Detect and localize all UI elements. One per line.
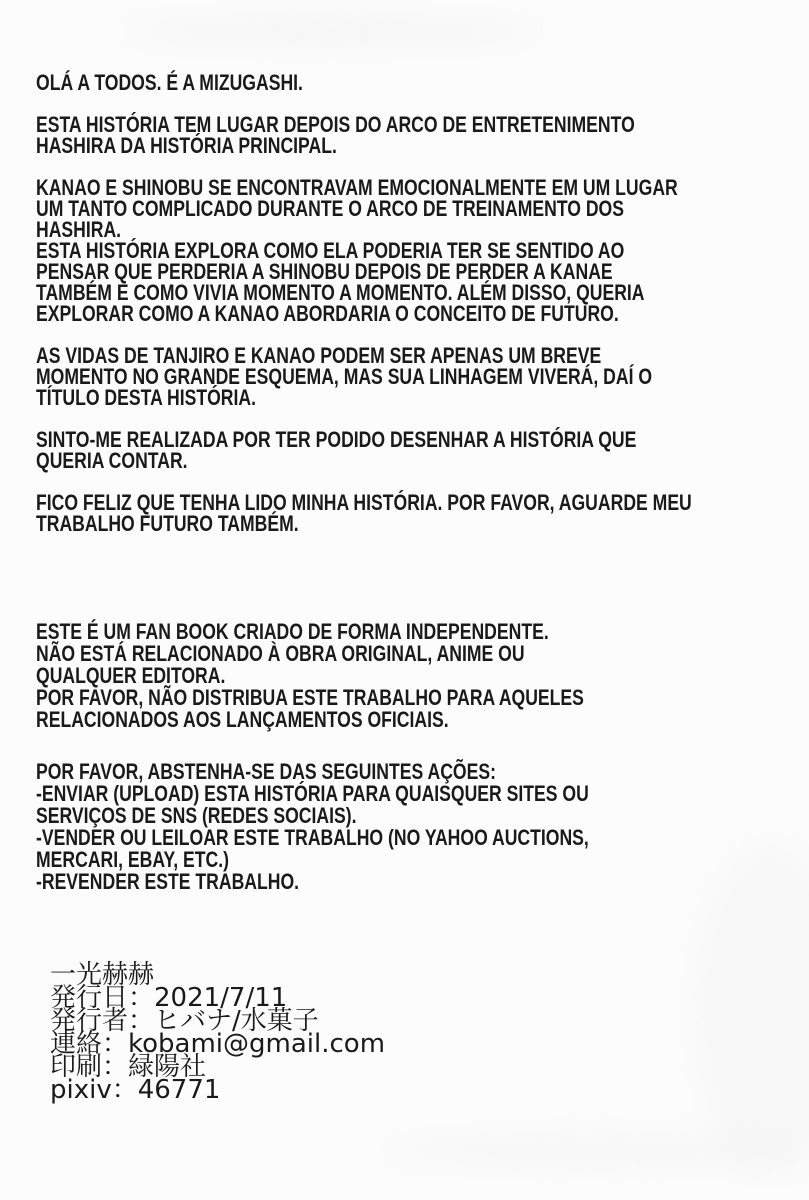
paragraph-greeting: [36, 72, 692, 93]
disclaimer-line: RELACIONADOS AOS LANÇAMENTOS OFICIAIS.: [36, 707, 449, 732]
afterword-line: FICO FELIZ QUE TENHA LIDO MINHA HISTÓRIA. POR FAVOR, AGUARDE MEU: [36, 490, 692, 515]
scan-artifact: [690, 840, 809, 1180]
request-line: -VENDER OU LEILOAR ESTE TRABALHO (NO YAHOO AUCTIONS,: [36, 825, 589, 850]
request-line: SERVIÇOS DE SNS (REDES SOCIAIS).: [36, 803, 357, 828]
afterword-line: TAMBÉM E COMO VIVIA MOMENTO A MOMENTO. ALÉM DISSO, QUERIA: [36, 280, 645, 305]
paragraph-thanks: [36, 492, 692, 534]
disclaimer-line: ESTE É UM FAN BOOK CRIADO DE FORMA INDEPENDENTE.: [36, 619, 549, 644]
scan-artifact: [120, 14, 540, 48]
disclaimer-text: [36, 621, 589, 893]
afterword-line: PENSAR QUE PERDERIA A SHINOBU DEPOIS DE PERDER A KANAE: [36, 259, 613, 284]
afterword-line: ESTA HISTÓRIA EXPLORA COMO ELA PODERIA TER SE SENTIDO AO: [36, 238, 625, 263]
afterword-line: EXPLORAR COMO A KANAO ABORDARIA O CONCEITO DE FUTURO.: [36, 301, 619, 326]
paragraph-kanao-shinobu: [36, 177, 692, 324]
afterword-line: HASHIRA DA HISTÓRIA PRINCIPAL.: [36, 133, 337, 158]
afterword-line: HASHIRA.: [36, 217, 122, 242]
paragraph-independence-notice: [36, 621, 589, 731]
afterword-line: ESTA HISTÓRIA TEM LUGAR DEPOIS DO ARCO DE ENTRETENIMENTO: [36, 112, 635, 137]
afterword-text: [36, 72, 692, 534]
afterword-line: TÍTULO DESTA HISTÓRIA.: [36, 385, 256, 410]
publisher-line: 発行者：ヒバナ/水菓子: [50, 1006, 319, 1036]
paragraph-fulfillment: [36, 429, 692, 471]
afterword-line: SINTO-ME REALIZADA POR TER PODIDO DESENHAR A HISTÓRIA QUE: [36, 427, 637, 452]
publish-date-line: 発行日：2021/7/11: [50, 983, 288, 1013]
paragraph-title-meaning: [36, 345, 692, 408]
disclaimer-line: POR FAVOR, NÃO DISTRIBUA ESTE TRABALHO PARA AQUELES: [36, 685, 584, 710]
printer-line: 印刷：緑陽社: [50, 1052, 207, 1082]
request-line: -ENVIAR (UPLOAD) ESTA HISTÓRIA PARA QUAISQUER SITES OU: [36, 781, 589, 806]
request-line: MERCARI, EBAY, ETC.): [36, 847, 229, 872]
pixiv-id-line: pixiv：46771: [50, 1075, 221, 1105]
contact-email-line: 連絡：kobami@gmail.com: [50, 1029, 386, 1059]
disclaimer-line: NÃO ESTÁ RELACIONADO À OBRA ORIGINAL, ANIME OU: [36, 641, 525, 666]
afterword-line: TRABALHO FUTURO TAMBÉM.: [36, 511, 299, 536]
disclaimer-line: QUALQUER EDITORA.: [36, 663, 226, 688]
afterword-line: QUERIA CONTAR.: [36, 448, 188, 473]
afterword-line: AS VIDAS DE TANJIRO E KANAO PODEM SER APENAS UM BREVE: [36, 343, 602, 368]
paragraph-story-setting: [36, 114, 692, 156]
colophon: [50, 960, 386, 1105]
request-line: -REVENDER ESTE TRABALHO.: [36, 869, 300, 894]
scan-artifact: [380, 1130, 800, 1170]
afterword-line: UM TANTO COMPLICADO DURANTE O ARCO DE TREINAMENTO DOS: [36, 196, 624, 221]
afterword-line: KANAO E SHINOBU SE ENCONTRAVAM EMOCIONALMENTE EM UM LUGAR: [36, 175, 678, 200]
afterword-line: OLÁ A TODOS. É A MIZUGASHI.: [36, 70, 303, 95]
request-line: POR FAVOR, ABSTENHA-SE DAS SEGUINTES AÇÕES:: [36, 759, 496, 784]
afterword-line: MOMENTO NO GRANDE ESQUEMA, MAS SUA LINHAGEM VIVERÁ, DAÍ O: [36, 364, 653, 389]
book-title-line: 一光赫赫: [50, 960, 155, 990]
paragraph-prohibited-actions: [36, 761, 589, 893]
